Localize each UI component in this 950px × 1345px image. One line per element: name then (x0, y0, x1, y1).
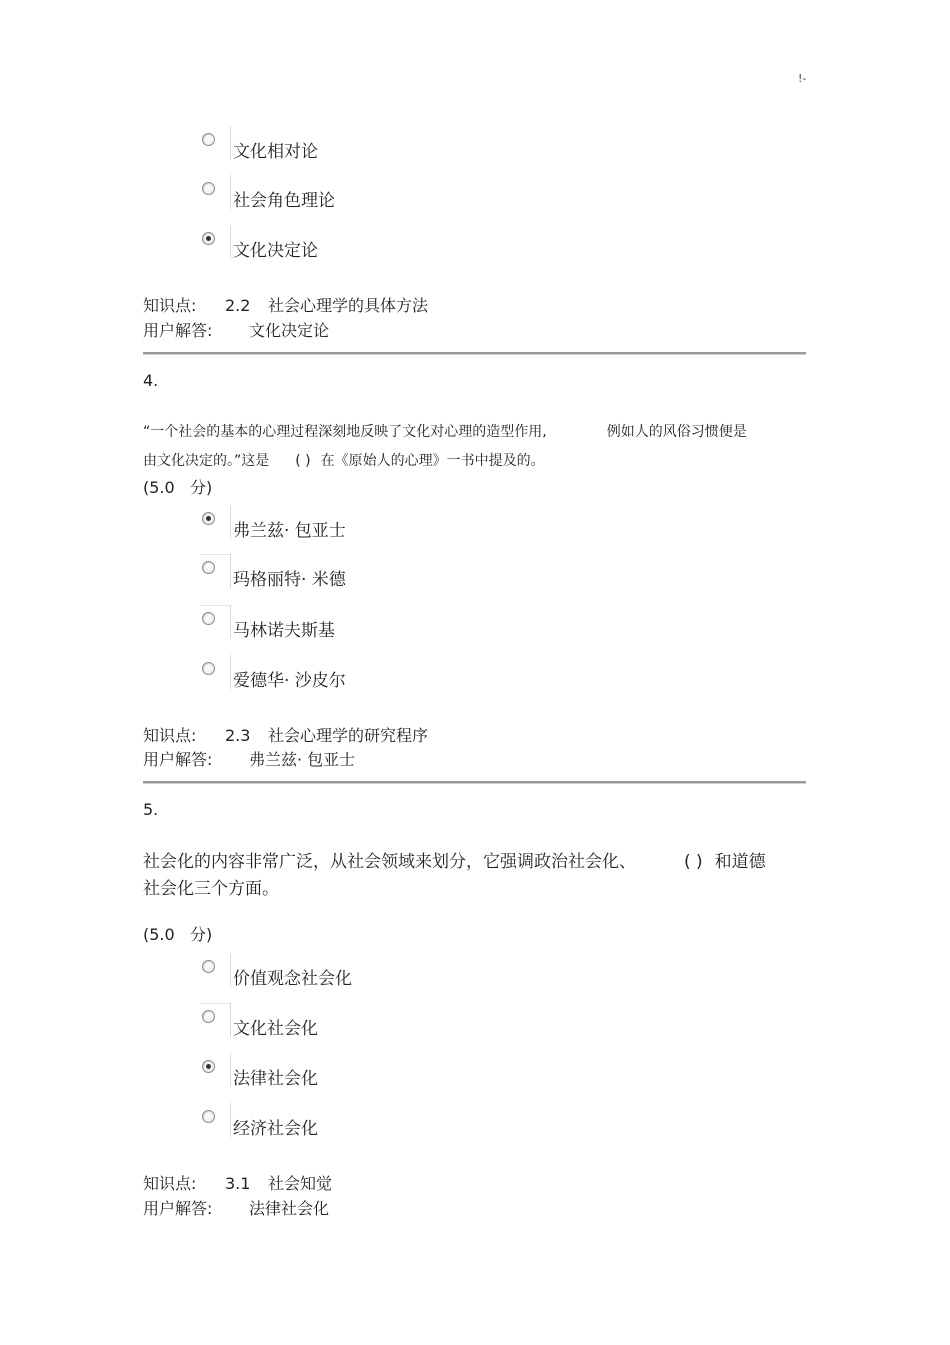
radio-button[interactable] (202, 133, 215, 146)
q4-user-answer: 用户解答: 弗兰兹· 包亚士 (143, 750, 356, 769)
q5-option-1[interactable] (200, 953, 500, 991)
radio-button[interactable] (202, 182, 215, 195)
q4-option-3[interactable] (200, 605, 500, 643)
radio-button-selected[interactable] (202, 1060, 215, 1073)
radio-button[interactable] (202, 1110, 215, 1123)
option-label: 文化社会化 (233, 1019, 318, 1039)
page-corner-mark: !- (798, 72, 807, 85)
radio-button[interactable] (202, 1010, 215, 1023)
option-label: 文化相对论 (233, 142, 318, 162)
q4-option-1[interactable] (200, 505, 500, 543)
divider (143, 352, 806, 355)
question-score: (5.0 分) (143, 478, 213, 497)
question-number: 5. (143, 800, 159, 819)
option-label: 价值观念社会化 (233, 969, 352, 989)
q3-option-3[interactable] (200, 225, 500, 263)
q3-option-2[interactable] (200, 175, 500, 213)
q5-user-answer: 用户解答: 法律社会化 (143, 1199, 330, 1218)
divider (143, 781, 806, 784)
option-label: 社会角色理论 (233, 191, 335, 211)
option-label: 玛格丽特· 米德 (233, 570, 346, 590)
question-score: (5.0 分) (143, 925, 213, 944)
question-number: 4. (143, 371, 159, 390)
question-text-line1: 社会化的内容非常广泛，从社会领域来划分，它强调政治社会化、 ( ) 和道德 (143, 852, 766, 872)
q4-option-4[interactable] (200, 655, 500, 693)
question-text-line2: 社会化三个方面。 (143, 879, 279, 899)
radio-button[interactable] (202, 960, 215, 973)
radio-button[interactable] (202, 561, 215, 574)
question-text-line1: “一个社会的基本的心理过程深刻地反映了文化对心理的造型作用, 例如人的风俗习惯便是 (143, 424, 747, 440)
radio-button-selected[interactable] (202, 512, 215, 525)
q4-option-2[interactable] (200, 554, 500, 592)
q5-option-3[interactable] (200, 1053, 500, 1091)
radio-button-selected[interactable] (202, 232, 215, 245)
radio-button[interactable] (202, 662, 215, 675)
option-label: 马林诺夫斯基 (233, 621, 335, 641)
q5-option-2[interactable] (200, 1003, 500, 1041)
q3-knowledge-point: 知识点: 2.2 社会心理学的具体方法 (143, 296, 429, 315)
q4-knowledge-point: 知识点: 2.3 社会心理学的研究程序 (143, 726, 429, 745)
option-label: 文化决定论 (233, 241, 318, 261)
option-label: 爱德华· 沙皮尔 (233, 671, 346, 691)
q5-knowledge-point: 知识点: 3.1 社会知觉 (143, 1174, 333, 1193)
question-text-line2: 由文化决定的。”这是 ( ) 在《原始人的心理》一书中提及的。 (143, 453, 545, 469)
option-label: 经济社会化 (233, 1119, 318, 1139)
q3-user-answer: 用户解答: 文化决定论 (143, 321, 330, 340)
option-label: 法律社会化 (233, 1069, 318, 1089)
q3-option-1[interactable] (200, 126, 500, 164)
radio-button[interactable] (202, 612, 215, 625)
q5-option-4[interactable] (200, 1103, 500, 1141)
option-label: 弗兰兹· 包亚士 (233, 521, 346, 541)
